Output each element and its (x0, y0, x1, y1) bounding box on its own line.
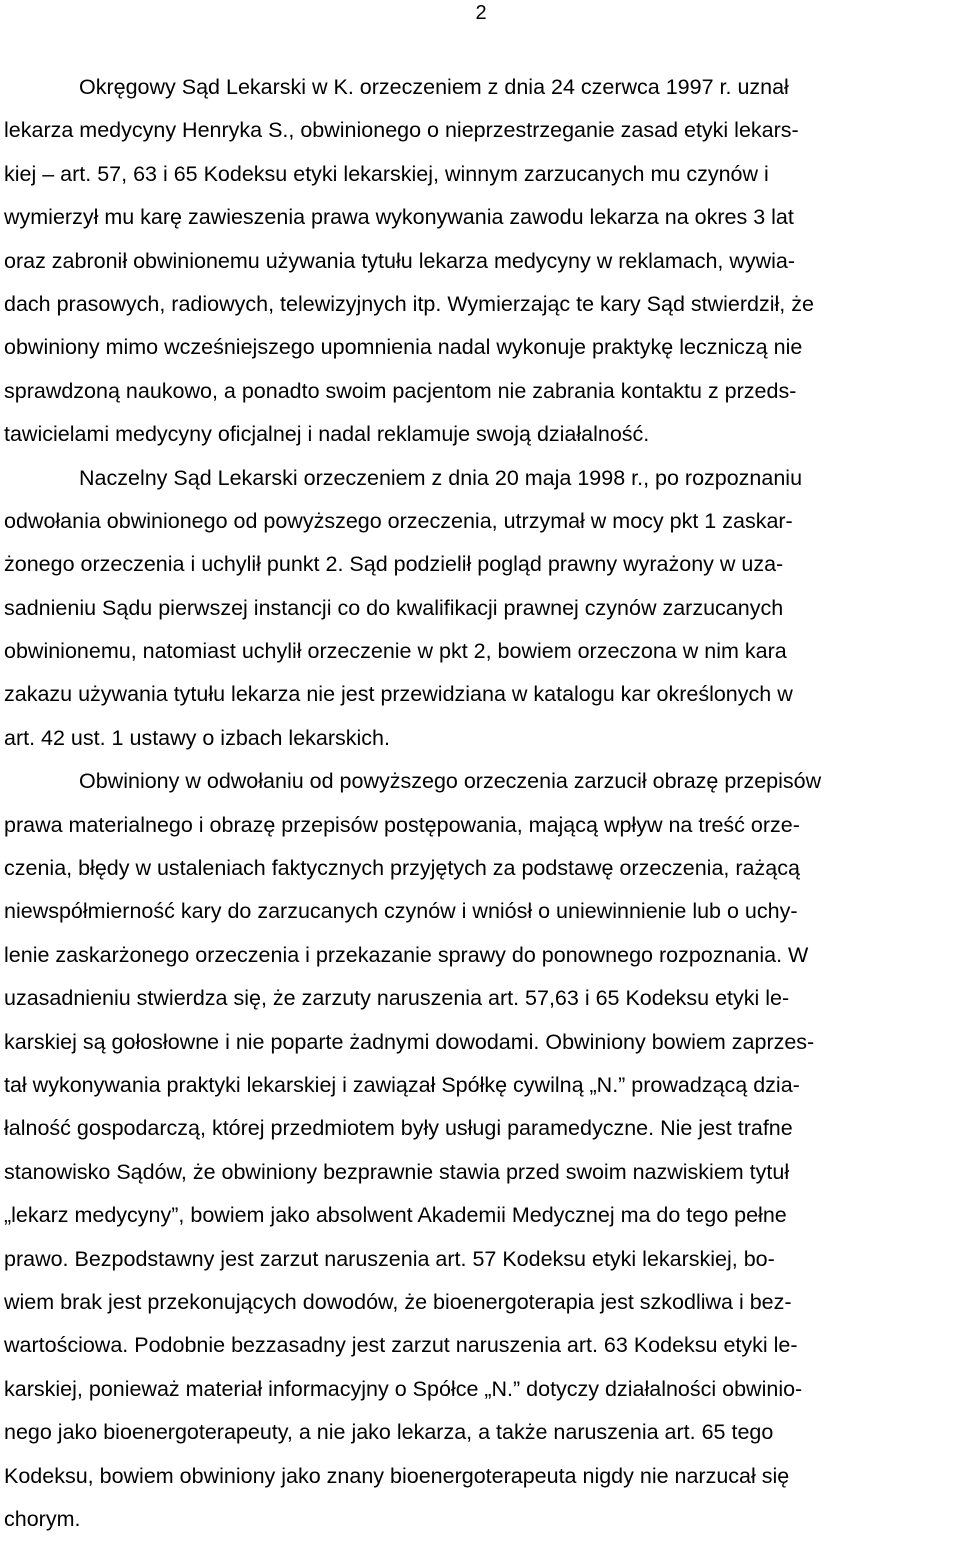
text-line: Kodeksu, bowiem obwiniony jako znany bioenergoterapeuta nigdy nie narzucał się (4, 1463, 790, 1488)
text-line: karskiej są gołosłowne i nie poparte żadnymi dowodami. Obwiniony bowiem zaprzes- (4, 1029, 815, 1054)
text-line: karskiej, ponieważ materiał informacyjny o Spółce „N.” dotyczy działalności obwinio- (4, 1376, 803, 1401)
text-line: żonego orzeczenia i uchylił punkt 2. Sąd podzielił pogląd prawny wyrażony w uza- (4, 552, 784, 577)
text-line: łalność gospodarczą, której przedmiotem były usługi paramedyczne. Nie jest trafne (4, 1116, 793, 1141)
text-line: Naczelny Sąd Lekarski orzeczeniem z dnia 20 maja 1998 r., po rozpoznaniu (79, 465, 803, 490)
text-line: stanowisko Sądów, że obwiniony bezprawnie stawia przed swoim nazwiskiem tytuł (4, 1159, 790, 1184)
document-body (4, 66, 960, 1541)
text-line: zakazu używania tytułu lekarza nie jest przewidziana w katalogu kar określonych w (4, 682, 793, 707)
text-line: lekarza medycyny Henryka S., obwinionego o nieprzestrzeganie zasad etyki lekars- (4, 118, 799, 143)
text-line: wiem brak jest przekonujących dowodów, że bioenergoterapia jest szkodliwa i bez- (4, 1289, 792, 1314)
text-line: wartościowa. Podobnie bezzasadny jest zarzut naruszenia art. 63 Kodeksu etyki le- (4, 1333, 798, 1358)
text-line: niewspółmierność kary do zarzucanych czynów i wniósł o uniewinnienie lub o uchy- (4, 899, 798, 924)
text-line: dach prasowych, radiowych, telewizyjnych itp. Wymierzając te kary Sąd stwierdził, że (4, 291, 814, 316)
text-line: czenia, błędy w ustaleniach faktycznych przyjętych za podstawę orzeczenia, rażącą (4, 856, 800, 881)
text-line: tawicielami medycyny oficjalnej i nadal reklamuje swoją działalność. (4, 422, 650, 447)
text-line: wymierzył mu karę zawieszenia prawa wykonywania zawodu lekarza na okres 3 lat (4, 205, 794, 230)
text-line: Okręgowy Sąd Lekarski w K. orzeczeniem z dnia 24 czerwca 1997 r. uznał (79, 75, 789, 99)
text-line: art. 42 ust. 1 ustawy o izbach lekarskich. (4, 725, 390, 750)
text-line: tał wykonywania praktyki lekarskiej i zawiązał Spółkę cywilną „N.” prowadzącą dzia- (4, 1072, 800, 1097)
text-line: Obwiniony w odwołaniu od powyższego orzeczenia zarzucił obrazę przepisów (79, 769, 822, 794)
text-line: obwiniony mimo wcześniejszego upomnienia nadal wykonuje praktykę leczniczą nie (4, 335, 803, 360)
text-line: sprawdzoną naukowo, a ponadto swoim pacjentom nie zabrania kontaktu z przeds- (4, 378, 797, 403)
text-line: obwinionemu, natomiast uchylił orzeczenie w pkt 2, bowiem orzeczona w nim kara (4, 639, 787, 664)
text-line: uzasadnieniu stwierdza się, że zarzuty naruszenia art. 57,63 i 65 Kodeksu etyki le- (4, 986, 790, 1011)
text-line: lenie zaskarżonego orzeczenia i przekazanie sprawy do ponownego rozpoznania. W (4, 942, 809, 967)
text-line: prawa materialnego i obrazę przepisów postępowania, mającą wpływ na treść orze- (4, 812, 800, 837)
text-line: oraz zabronił obwinionemu używania tytułu lekarza medycyny w reklamach, wywia- (4, 248, 796, 273)
text-line: prawo. Bezpodstawny jest zarzut naruszenia art. 57 Kodeksu etyki lekarskiej, bo- (4, 1246, 775, 1271)
text-line: odwołania obwinionego od powyższego orzeczenia, utrzymał w mocy pkt 1 zaskar- (4, 508, 793, 533)
text-line: kiej – art. 57, 63 i 65 Kodeksu etyki lekarskiej, winnym zarzucanych mu czynów i (4, 161, 769, 186)
text-line: sadnieniu Sądu pierwszej instancji co do kwalifikacji prawnej czynów zarzucanych (4, 595, 784, 620)
page-number: 2 (475, 2, 487, 24)
text-line: „lekarz medycyny”, bowiem jako absolwent Akademii Medycznej ma do tego pełne (4, 1203, 787, 1228)
text-line: nego jako bioenergoterapeuty, a nie jako lekarza, a także naruszenia art. 65 tego (4, 1420, 774, 1445)
text-line: chorym. (4, 1506, 81, 1531)
